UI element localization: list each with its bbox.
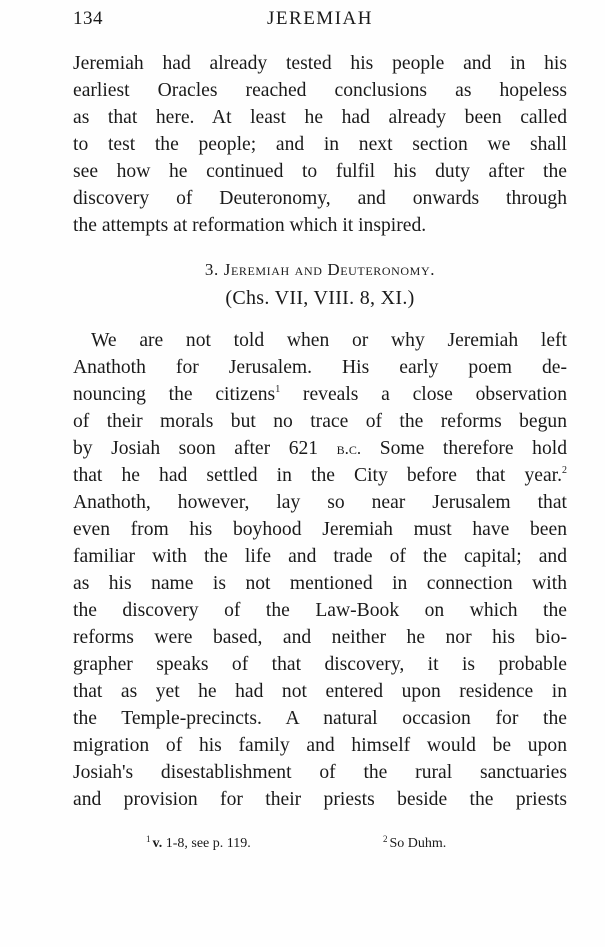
text-line: reforms were based, and neither he nor his bio- xyxy=(73,627,567,648)
text-line: Josiah's disestablishment of the rural sanctuaries xyxy=(73,762,567,783)
text-line: Jeremiah had already tested his people and in his xyxy=(73,53,567,74)
text-line: migration of his family and himself would be upon xyxy=(73,735,567,756)
footnote-ref-label: v. xyxy=(152,836,163,851)
text-fragment: by Josiah soon after 621 xyxy=(73,438,319,459)
footnote-text: 1-8, see p. 119. xyxy=(162,836,251,851)
paragraph-2 xyxy=(73,327,567,813)
footnote-1 xyxy=(146,833,251,855)
text-fragment: Some therefore hold xyxy=(361,438,567,459)
text-line: that as yet he had not entered upon residence in xyxy=(73,681,567,702)
text-line: grapher speaks of that discovery, it is probable xyxy=(73,654,567,675)
section-title-word: Jeremiah xyxy=(223,260,290,279)
section-number: 3. xyxy=(204,260,219,279)
text-fragment: reveals a close observation xyxy=(280,384,567,405)
text-line xyxy=(73,381,567,408)
text-fragment: nouncing the citizens xyxy=(73,384,276,405)
text-line: as that here. At least he had already been called xyxy=(73,107,567,128)
text-line: Anathoth for Jerusalem. His early poem de- xyxy=(73,357,567,378)
section-subheading: (Chs. VII, VIII. 8, XI.) xyxy=(225,287,415,309)
section-title-word: and xyxy=(294,260,323,279)
footnote-text: So Duhm. xyxy=(389,836,447,851)
text-line: Anathoth, however, lay so near Jerusalem that xyxy=(73,492,567,513)
text-line: discovery of Deuteronomy, and onwards through xyxy=(73,188,567,209)
footnote-mark: 1 xyxy=(146,834,151,844)
footnote-2 xyxy=(383,833,446,855)
text-line: the discovery of the Law-Book on which the xyxy=(73,600,567,621)
text-line: of their morals but no trace of the reforms begun xyxy=(73,411,567,432)
text-line: as his name is not mentioned in connection with xyxy=(73,573,567,594)
text-line: and provision for their priests beside the priests xyxy=(73,789,567,810)
section-title-word: Deuteronomy. xyxy=(327,260,436,279)
era-abbrev: b.c. xyxy=(336,439,362,458)
page-number: 134 xyxy=(73,8,103,29)
text-line: We are not told when or why Jeremiah left xyxy=(91,330,567,351)
text-line: earliest Oracles reached conclusions as hopeless xyxy=(73,80,567,101)
text-line: to test the people; and in next section we shall xyxy=(73,134,567,155)
text-fragment: that he had settled in the City before that year. xyxy=(73,465,562,486)
footnote-ref-1[interactable]: 1 xyxy=(275,384,281,395)
running-title: JEREMIAH xyxy=(267,8,373,29)
footnote-ref-2[interactable]: 2 xyxy=(562,465,567,476)
paragraph-1 xyxy=(73,50,567,239)
text-line: the attempts at reformation which it inspired. xyxy=(73,215,427,236)
text-line: see how he continued to fulfil his duty after the xyxy=(73,161,567,182)
text-line xyxy=(73,462,567,489)
text-line: familiar with the life and trade of the capital; and xyxy=(73,546,567,567)
section-heading xyxy=(73,257,567,283)
footnote-mark: 2 xyxy=(383,834,388,844)
text-line xyxy=(73,435,567,462)
text-line: the Temple-precincts. A natural occasion for the xyxy=(73,708,567,729)
text-line: even from his boyhood Jeremiah must have been xyxy=(73,519,567,540)
running-head xyxy=(73,6,567,32)
